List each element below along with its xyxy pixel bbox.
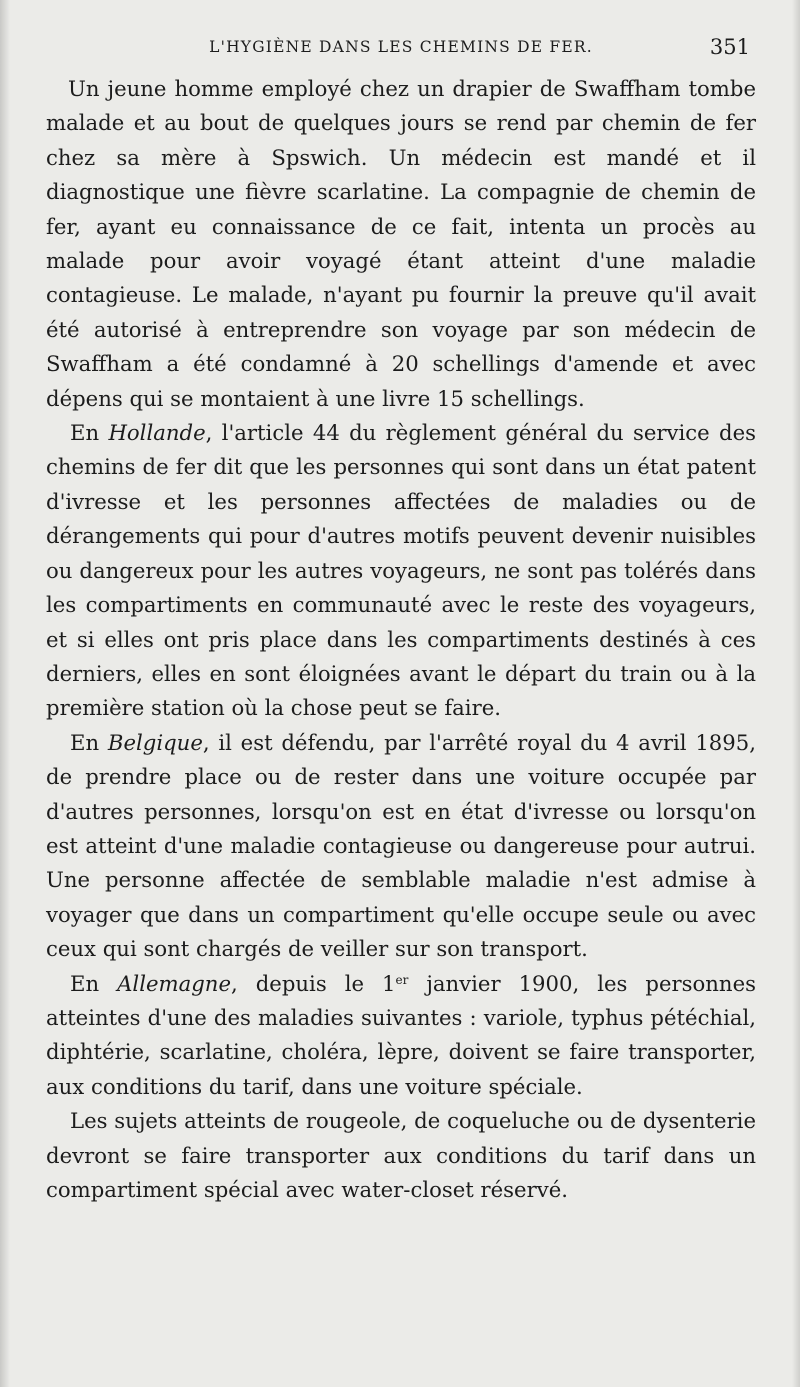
paragraph-germany — [46, 967, 756, 1105]
paragraph-text: janvier 1900, les personnes atteintes d'une des maladies suivantes : variole, typhus pétéchial, diphtérie, scarlatine, choléra, lèpre, doivent se faire transporter, aux conditions du tarif, dans une voiture spéciale. — [46, 970, 756, 1099]
paragraph-prefix: En — [70, 729, 100, 755]
paragraph-prefix: En — [70, 420, 100, 446]
paragraph-england-case — [46, 72, 756, 416]
country-name-germany: Allemagne — [117, 970, 231, 996]
country-name-holland: Hollande — [108, 420, 206, 446]
paragraph-text: , il est défendu, par l'arrêté royal du 4 avril 1895, de prendre place ou de rester dans une voiture occupée par d'autres personnes, lorsqu'on est en état d'ivresse ou lorsqu'on est atteint d'une maladie contagieuse ou dangereuse pour autrui. Une personne affectée de semblable maladie n'est admise à voyager que dans un compartiment qu'elle occupe seule ou avec ceux qui sont chargés de veiller sur son transport. — [46, 729, 756, 962]
paragraph-prefix: En — [70, 970, 100, 996]
paragraph-germany-continued — [46, 1104, 756, 1207]
paragraph-text: Les sujets atteints de rougeole, de coqueluche ou de dysenterie devront se faire transporter aux conditions du tarif dans un compartiment spécial avec water-closet réservé. — [46, 1108, 756, 1202]
body-text — [46, 72, 756, 1207]
paragraph-text: , l'article 44 du règlement général du service des chemins de fer dit que les personnes qui sont dans un état patent d'ivresse et les personnes affectées de maladies ou de dérangements qui pour d'autres motifs peuvent devenir nuisibles ou dangereux pour les autres voyageurs, ne sont pas tolérés dans les compartiments en communauté avec le reste des voyageurs, et si elles ont pris place dans les compartiments destinés à ces derniers, elles en sont éloignées avant le départ du train ou à la première station où la chose peut se faire. — [46, 420, 756, 721]
country-name-belgium: Belgique — [107, 729, 203, 755]
page-number: 351 — [709, 35, 750, 59]
paragraph-text: Un jeune homme employé chez un drapier de Swaffham tombe malade et au bout de quelques jours se rend par chemin de fer chez sa mère à Spswich. Un médecin est mandé et il diagnostique une fièvre scarlatine. La compagnie de chemin de fer, ayant eu connaissance de ce fait, intenta un procès au malade pour avoir voyagé étant atteint d'une maladie contagieuse. Le malade, n'ayant pu fournir la preuve qu'il avait été autorisé à entreprendre son voyage par son médecin de Swaffham a été condamné à 20 schellings d'amende et avec dépens qui se montaient à une livre 15 schellings. — [46, 76, 756, 411]
page-header — [46, 32, 756, 62]
paragraph-holland — [46, 416, 756, 726]
paragraph-belgium — [46, 726, 756, 967]
running-title: L'HYGIÈNE DANS LES CHEMINS DE FER. — [209, 38, 593, 56]
ordinal-superscript: er — [395, 972, 409, 987]
paragraph-text: , depuis le 1 — [231, 970, 396, 996]
